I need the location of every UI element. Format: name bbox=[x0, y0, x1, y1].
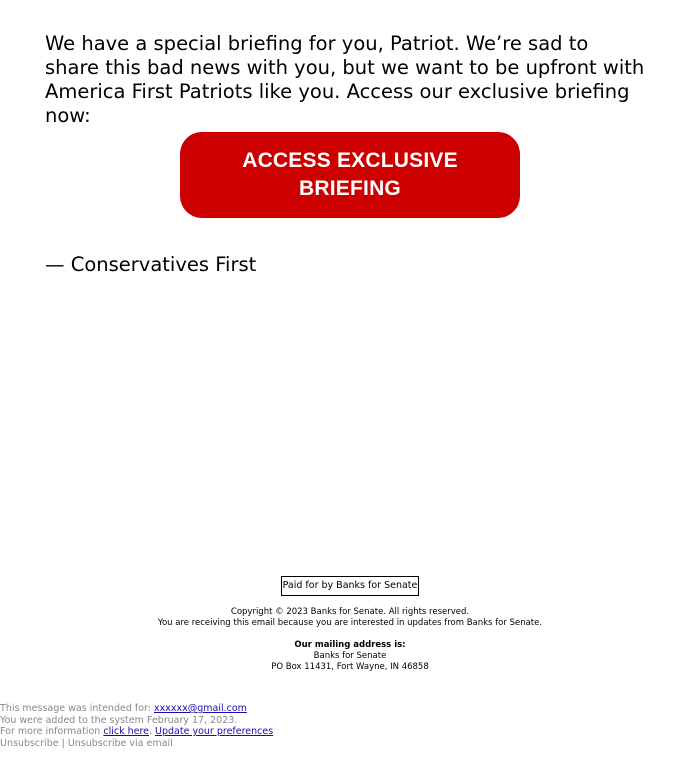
mailing-name: Banks for Senate bbox=[313, 651, 387, 661]
update-preferences-link[interactable]: Update your preferences bbox=[155, 726, 274, 737]
unsubscribe-link[interactable]: Unsubscribe bbox=[0, 737, 59, 749]
access-briefing-button-label: ACCESS EXCLUSIVE BRIEFING bbox=[242, 149, 458, 200]
intended-email-link[interactable]: xxxxxx@gmail.com bbox=[154, 703, 247, 714]
receiving-notice: You are receiving this email because you are interested in updates from Banks for Senate. bbox=[157, 618, 543, 628]
email-meta-footer bbox=[0, 703, 273, 749]
intended-for-line bbox=[0, 703, 273, 715]
click-here-link[interactable]: click here bbox=[103, 726, 149, 737]
more-info-line bbox=[0, 726, 273, 738]
unsubscribe-line bbox=[0, 738, 273, 750]
unsubscribe-email-link[interactable]: Unsubscribe via email bbox=[67, 737, 173, 749]
unsubscribe-separator: | bbox=[58, 737, 68, 749]
paid-for-disclaimer: Paid for by Banks for Senate bbox=[281, 576, 419, 596]
added-date-line: You were added to the system February 17, 2023. bbox=[0, 714, 238, 726]
copyright-text: Copyright © 2023 Banks for Senate. All rights reserved. bbox=[230, 607, 470, 617]
mailing-address-label-text: Our mailing address is: bbox=[294, 640, 406, 650]
mailing-address-label bbox=[0, 640, 700, 651]
access-briefing-button[interactable] bbox=[180, 132, 520, 218]
mailing-address: PO Box 11431, Fort Wayne, IN 46858 bbox=[271, 662, 429, 672]
more-info-label: For more information bbox=[0, 726, 104, 737]
email-body-text: We have a special briefing for you, Patriot. We’re sad to share this bad news with you, but we want to be upfront with America First Patriots like you. Access our exclusive briefing now: bbox=[45, 32, 645, 127]
email-signature: — Conservatives First bbox=[45, 253, 257, 276]
more-info-separator: . bbox=[149, 726, 156, 737]
intended-for-label: This message was intended for: bbox=[0, 703, 154, 714]
